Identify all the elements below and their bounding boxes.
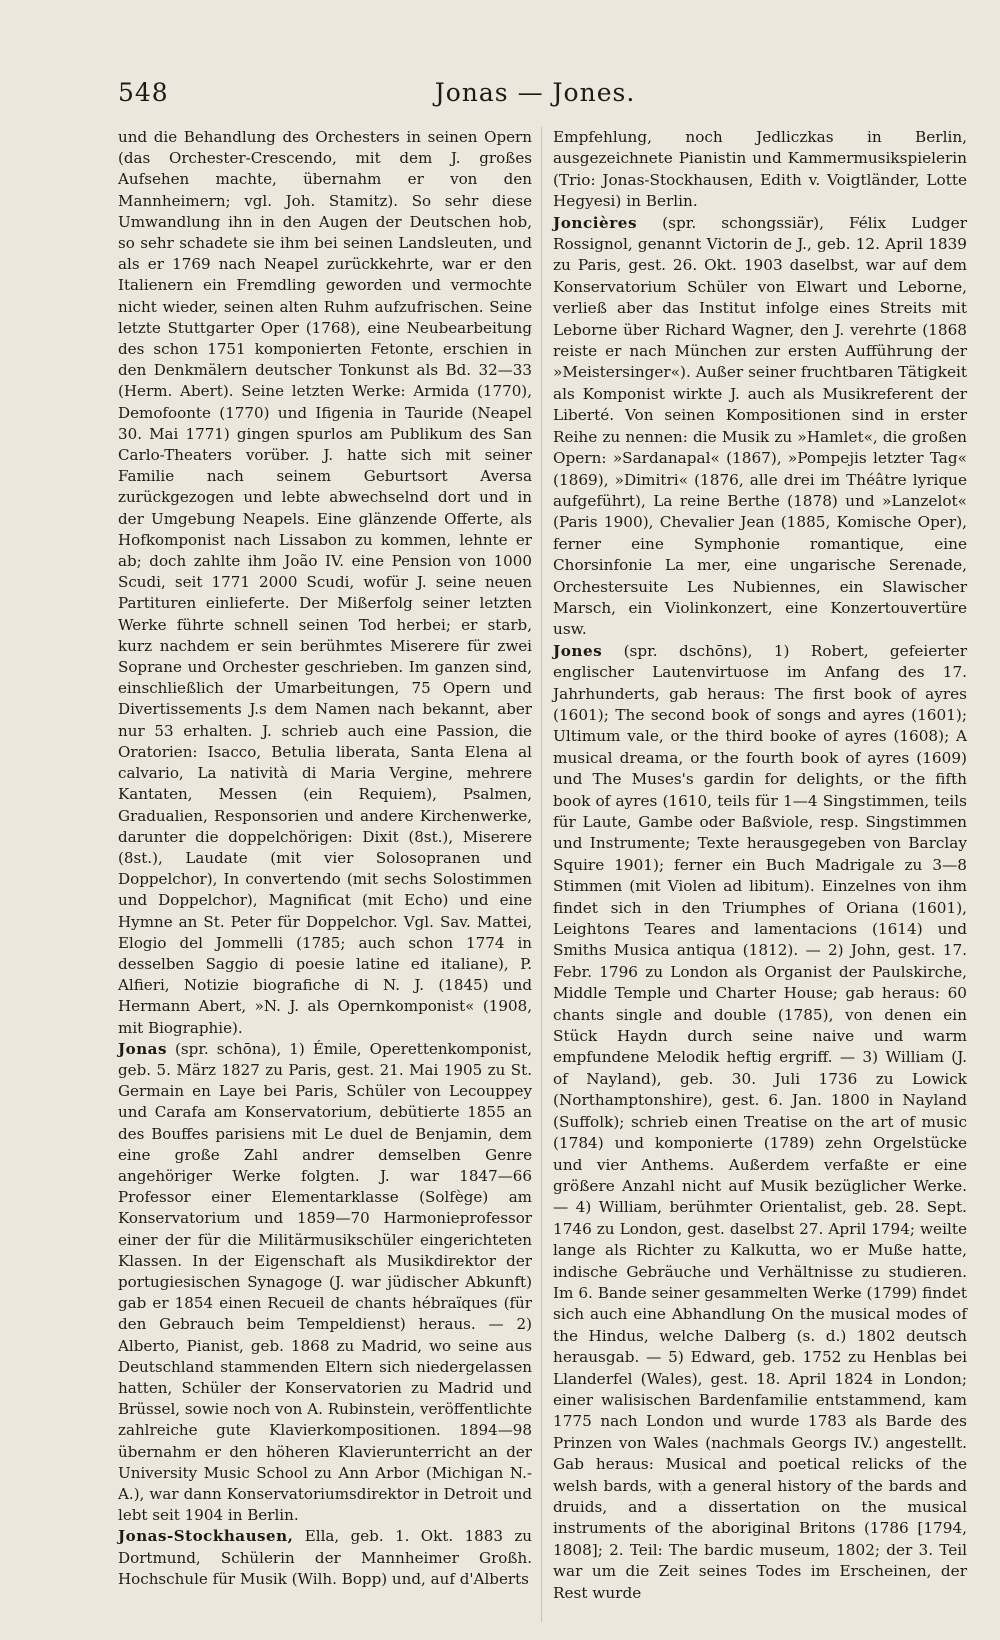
entry-text: (spr. schōna), 1) Émile, Operettenkomponist, geb. 5. März 1827 zu Paris, gest. 21. Mai 1905 zu St. Germain en Laye bei Paris, Schüler von Lecouppey und Carafa am Konservatorium, debütierte 1855 an des Bouffes parisiens mit Le duel de Benjamin, dem eine große Zahl andrer demselben Genre angehöriger Werke folgten. J. war 1847—66 Professor einer Elementarklasse (Solfège) am Konservatorium und 1859—70 Harmonieprofessor einer der für die Militärmusikschüler eingerichteten Klassen. In der Eigenschaft als Musikdirektor der portugiesischen Synagoge (J. war jüdischer Abkunft) gab er 1854 einen Recueil de chants hébraïques (für den Gebrauch beim Tempeldienst) heraus. — 2) Alberto, Pianist, geb. 1868 zu Madrid, wo seine aus Deutschland stammenden Eltern sich niedergelassen hatten, Schüler der Konservatorien zu Madrid und Brüssel, sowie noch von A. Rubinstein, veröffentlichte zahlreiche gute Klavierkompositionen. 1894—98 übernahm er den höheren Klavierunterricht an der University Music School zu Ann Arbor (Michigan N.-A.), war dann Konservatoriumsdirektor in Detroit und lebt seit 1904 in Berlin.: [118, 1039, 532, 1525]
entry-text: (spr. schongssiär), Félix Ludger Rossignol, genannt Victorin de J., geb. 12. April 1839 zu Paris, gest. 26. Okt. 1903 daselbst, war auf dem Konservatorium Schüler von Elwart und Leborne, verließ aber das Institut infolge eines Streits mit Leborne über Richard Wagner, den J. verehrte (1868 reiste er nach München zur ersten Aufführung der »Meistersinger«). Außer seiner fruchtbaren Tätigkeit als Komponist wirkte J. auch als Musikreferent der Liberté. Von seinen Kompositionen sind in erster Reihe zu nennen: die Musik zu »Hamlet«, die großen Opern: »Sardanapal« (1867), »Pompejis letzter Tag« (1869), »Dimitri« (1876, alle drei im Théâtre lyrique aufgeführt), La reine Berthe (1878) und »Lanzelot« (Paris 1900), Chevalier Jean (1885, Komische Oper), ferner eine Symphonie romantique, eine Chorsinfonie La mer, eine ungarische Serenade, Orchestersuite Les Nubiennes, ein Slawischer Marsch, ein Violinkonzert, eine Konzertouvertüre usw.: [553, 213, 967, 639]
column-divider: [541, 127, 542, 1622]
running-title: Jonas — Jones.: [434, 78, 636, 107]
entry-text: Ella, geb. 1. Okt. 1883 zu Dortmund, Schülerin der Mannheimer Großh. Hochschule für Musik (Wilh. Bopp) und, auf d'Alberts: [118, 1527, 532, 1588]
right-column: [553, 127, 967, 1604]
text-columns: [118, 127, 965, 1622]
entry-text: (spr. dschōns), 1) Robert, gefeierter englischer Lautenvirtuose im Anfang des 17. Jahrhunderts, gab heraus: The first book of ayres (1601); The second book of songs and ayres (1601); Ultimum vale, or the third booke of ayres (1608); A musical dreama, or the fourth book of ayres (1609) und The Muses's gardin for delights, or the fifth book of ayres (1610, teils für 1—4 Singstimmen, teils für Laute, Gambe oder Baßviole, resp. Singstimmen und Instrumente; Texte herausgegeben von Barclay Squire 1901); ferner ein Buch Madrigale zu 3—8 Stimmen (mit Violen ad libitum). Einzelnes von ihm findet sich in den Triumphes of Oriana (1601), Leightons Teares and lamentacions (1614) und Smiths Musica antiqua (1812). — 2) John, gest. 17. Febr. 1796 zu London als Organist der Paulskirche, Middle Temple und Charter House; gab heraus: 60 chants single and double (1785), von denen ein Stück Haydn durch seine naive und warm empfundene Melodik heftig ergriff. — 3) William (J. of Nayland), geb. 30. Juli 1736 zu Lowick (Northamptonshire), gest. 6. Jan. 1800 in Nayland (Suffolk); schrieb einen Treatise on the art of music (1784) und komponierte (1789) zehn Orgelstücke und vier Anthems. Außerdem verfaßte er eine größere Anzahl nicht auf Musik bezüglicher Werke. — 4) William, berühmter Orientalist, geb. 28. Sept. 1746 zu London, gest. daselbst 27. April 1794; weilte lange als Richter zu Kalkutta, wo er Muße hatte, indische Gebräuche und Verhältnisse zu studieren. Im 6. Bande seiner gesammelten Werke (1799) findet sich auch eine Abhandlung On the musical modes of the Hindus, welche Dalberg (s. d.) 1802 deutsch herausgab. — 5) Edward, geb. 1752 zu Henblas bei Llanderfel (Wales), gest. 18. April 1824 in London; einer walisischen Bardenfamilie entstammend, kam 1775 nach London und wurde 1783 als Barde des Prinzen von Wales (nachmals Georgs IV.) angestellt. Gab heraus: Musical and poetical relicks of the welsh bards, with a general history of the bards and druids, and a dissertation on the musical instruments of the aboriginal Britons (1786 [1794, 1808]; 2. Teil: The bardic museum, 1802; der 3. Teil war um die Zeit seines Todes im Erscheinen, der Rest wurde: [553, 641, 967, 1602]
entry-headword: Joncières: [553, 213, 638, 232]
entry-jonas: [118, 1039, 532, 1527]
jonas-stockhausen-continuation: Empfehlung, noch Jedliczkas in Berlin, ausgezeichnete Pianistin und Kammermusikspielerin (Trio: Jonas-Stockhausen, Edith v. Voigtländer, Lotte Hegyesi) in Berlin.: [553, 128, 967, 211]
page-number: 548: [118, 78, 169, 107]
entry-headword: Jonas-Stockhausen,: [118, 1527, 294, 1546]
entry-jonas-stockhausen: [118, 1526, 532, 1590]
entry-joncieres: [553, 213, 967, 641]
entry-headword: Jonas: [118, 1039, 167, 1058]
jommelli-continuation: und die Behandlung des Orchesters in seinen Opern (das Orchester-Crescendo, mit dem J. großes Aufsehen machte, übernahm er von den Mannheimern; vgl. Joh. Stamitz). So sehr diese Umwandlung ihn in den Augen der Deutschen hob, so sehr schadete sie ihm bei seinen Landsleuten, und als er 1769 nach Neapel zurückkehrte, war er den Italienern ein Fremdling geworden und vermochte nicht wieder, seinen alten Ruhm aufzufrischen. Seine letzte Stuttgarter Oper (1768), eine Neubearbeitung des schon 1751 komponierten Fetonte, erschien in den Denkmälern deutscher Tonkunst als Bd. 32—33 (Herm. Abert). Seine letzten Werke: Armida (1770), Demofoonte (1770) und Ifigenia in Tauride (Neapel 30. Mai 1771) gingen spurlos am Publikum des San Carlo-Theaters vorüber. J. hatte sich mit seiner Familie nach seinem Geburtsort Aversa zurückgezogen und lebte abwechselnd dort und in der Umgebung Neapels. Eine glänzende Offerte, als Hofkomponist nach Lissabon zu kommen, lehnte er ab; doch zahlte ihm João IV. eine Pension von 1000 Scudi, seit 1771 2000 Scudi, wofür J. seine neuen Partituren einlieferte. Der Mißerfolg seiner letzten Werke führte schnell seinen Tod herbei; er starb, kurz nachdem er sein berühmtes Miserere für zwei Soprane und Orchester geschrieben. Im ganzen sind, einschließlich der Umarbeitungen, 75 Opern und Divertissements J.s dem Namen nach bekannt, aber nur 53 erhalten. J. schrieb auch eine Passion, die Oratorien: Isacco, Betulia liberata, Santa Elena al calvario, La natività di Maria Vergine, mehrere Kantaten, Messen (ein Requiem), Psalmen, Gradualien, Responsorien und andere Kirchenwerke, darunter die doppelchörigen: Dixit (8st.), Miserere (8st.), Laudate (mit vier Solosopranen und Doppelchor), In convertendo (mit sechs Solostimmen und Doppelchor), Magnificat (mit Echo) und eine Hymne an St. Peter für Doppelchor. Vgl. Sav. Mattei, Elogio del Jommelli (1785; auch schon 1774 in desselben Saggio di poesie latine ed italiane), P. Alfieri, Notizie biografiche di N. J. (1845) und Hermann Abert, »N. J. als Opernkomponist« (1908, mit Biographie).: [118, 128, 532, 1037]
left-column: [118, 127, 532, 1590]
page-header: [110, 78, 960, 118]
entry-jones: [553, 641, 967, 1604]
entry-headword: Jones: [553, 641, 603, 660]
